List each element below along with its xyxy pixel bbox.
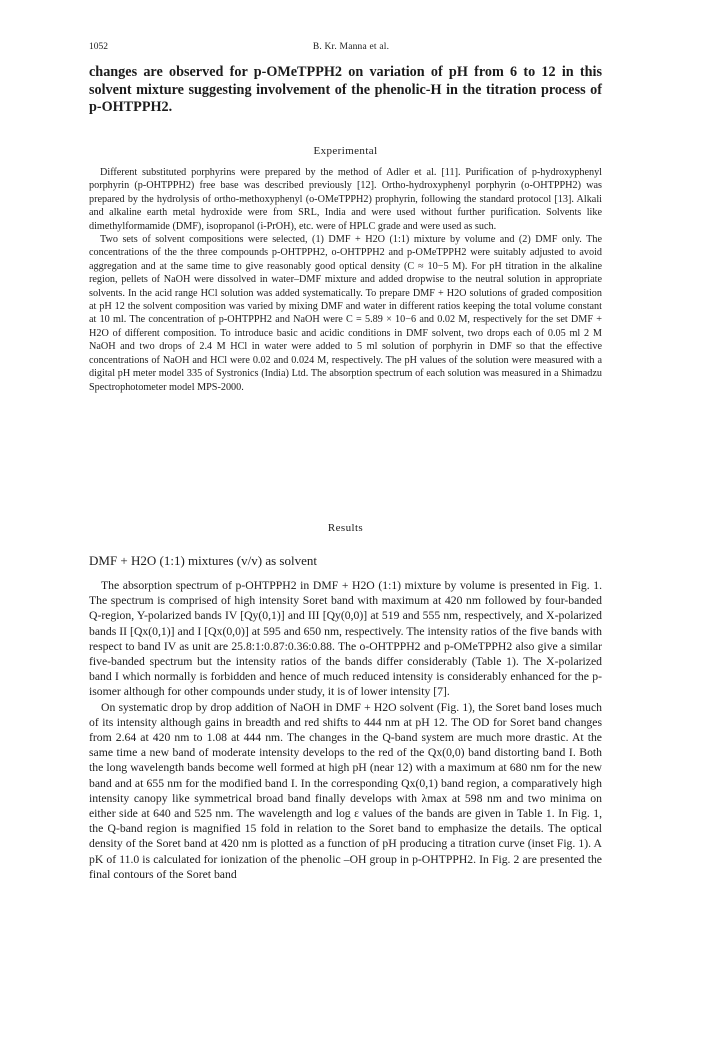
results-subheading: DMF + H2O (1:1) mixtures (v/v) as solvent <box>89 553 317 568</box>
page-number: 1052 <box>89 42 108 52</box>
running-title: B. Kr. Manna et al. <box>312 42 390 52</box>
running-head <box>89 42 613 58</box>
experimental-paragraph-1: Different substituted porphyrins were prepared by the method of Adler et al. [11]. Purification of p-hydroxyphenyl porphyrin (p-OHTPPH2) free base was described previously [12]. Ortho-hydroxyphenyl porphyrin (o-OHTPPH2) was prepared by the hydrolysis of ortho-methoxyphenyl (o-OMeTPPH2) prophyrin, following the standard protocol [13]. Alkali and alkaline earth metal hydroxide were from SRL, India and were used without further purification. Solvents like dimethylformamide (DMF), isopropanol (i-PrOH), etc. were of HPLC grade and were used as such. <box>89 167 602 232</box>
results-paragraph-2: On systematic drop by drop addition of NaOH in DMF + H2O solvent (Fig. 1), the Soret band loses much of its intensity although gains in breadth and red shifts to 444 nm at pH 12. The OD for Soret band changes from 2.64 at 420 nm to 1.08 at 444 nm. The changes in the Q-band system are much more drastic. At the same time a new band of moderate intensity develops to the red of the Qx(0,0) band distorting band I. Both the long wavelength bands become well formed at high pH (near 12) with a maximum at 680 nm for the new band and at 655 nm for the modified band I. In the corresponding Qx(0,1) band region, a comparatively high intensity canopy like symmetrical broad band finally develops with λmax at 598 nm and two minima on either side at 640 and 525 nm. The wavelength and log ε values of the bands are given in Table 1. In Fig. 1, the Q-band region is magnified 15 fold in relation to the Soret band to emphasize the details. The optical density of the Soret band at 420 nm is plotted as a function of pH producing a titration curve (inset Fig. 1). A pK of 11.0 is calculated for ionization of the phenolic –OH group in p-OHTPPH2. In Fig. 2 are presented the final contours of the Soret band <box>89 700 602 881</box>
experimental-paragraph-2: Two sets of solvent compositions were selected, (1) DMF + H2O (1:1) mixture by volume and (2) DMF only. The concentrations of the the three compounds p-OHTPPH2, o-OHTPPH2 and p-OMeTPPH2 were suitably adjusted to avoid aggregation and at the same time to give reasonably good optical density (C ≈ 10−5 M). For pH titration in the alkaline region, pellets of NaOH were dissolved in water–DMF mixture and added dropwise to the neutral solution in appropriate solvents. In the acid range HCl solution was added systematically. To prepare DMF + H2O solutions of graded composition at pH 12 the solvent composition was varied by mixing DMF and water in different ratios keeping the total volume constant at 10 ml. The concentration of p-OHTPPH2 and NaOH were C = 5.89 × 10−6 and 0.02 M, respectively for the set DMF + H2O of different composition. To introduce basic and acidic conditions in DMF solvent, two drops each of 0.05 ml 2 M NaOH and two drops of 2.4 M HCl in water were added to 5 ml solution of porphyrin in DMF so that the effective concentrations of NaOH and HCl were 0.02 and 0.024 M, respectively. The pH values of the solution were measured with a digital pH meter model 335 of Systronics (India) Ltd. The absorption spectrum of each solution was measured in a Shimadzu Spectrophotometer model MPS-2000. <box>89 234 602 393</box>
results-text <box>89 578 602 882</box>
section-heading-results: Results <box>327 522 364 534</box>
results-paragraph-1: The absorption spectrum of p-OHTPPH2 in DMF + H2O (1:1) mixture by volume is presented in Fig. 1. The spectrum is comprised of high intensity Soret band with maximum at 420 nm followed by four-banded Q-region, Y-polarized bands IV [Qy(0,1)] and III [Qy(0,0)] at 519 and 555 nm, respectively, and X-polarized bands II [Qx(0,1)] and I [Qx(0,0)] at 595 and 650 nm, respectively. The intensity ratios of the five bands with respect to band IV as unit are 25.8:1:0.87:0.36:0.88. The o-OHTPPH2 and p-OMeTPPH2 also give a similar five-banded spectrum but the intensity ratios of the bands differ considerably (Table 1). The X-polarized band I which normally is forbidden and hence of much reduced intensity is considerably enhanced for the p-isomer although for other compounds under study, it is of lower intensity [7]. <box>89 579 602 699</box>
experimental-text <box>89 166 602 394</box>
section-heading-experimental: Experimental <box>313 145 378 157</box>
intro-paragraph: changes are observed for p-OMeTPPH2 on variation of pH from 6 to 12 in this solvent mixture suggesting involvement of the phenolic-H in the titration process of p-OHTPPH2. <box>89 64 602 115</box>
